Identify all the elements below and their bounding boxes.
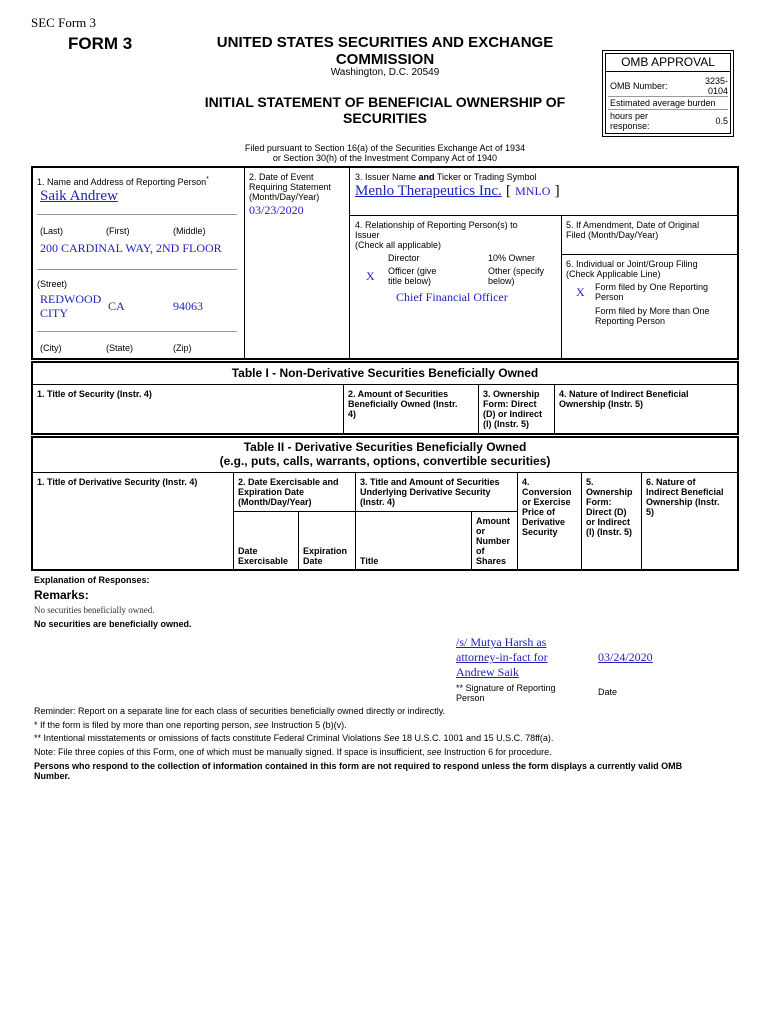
persons-notice: Persons who respond to the collection of information contained in this form are not required to respond unless the form displays a currently valid OMB Number.: [34, 761, 683, 781]
t1-col-amount: 2. Amount of Securities Beneficially Owned (Instr. 4): [348, 389, 458, 419]
one-person-label: Form filed by One Reporting Person: [595, 282, 709, 302]
t2-sub-title: Title: [360, 556, 379, 566]
state-value: CA: [108, 299, 125, 313]
t2-col-nature: 6. Nature of Indirect Beneficial Ownership (Instr. 5): [646, 477, 724, 517]
zip-value: 94063: [173, 299, 203, 313]
t2-col-underlying: 3. Title and Amount of Securities Underlying Derivative Security (Instr. 4): [360, 477, 500, 507]
note-misstatements: ** Intentional misstatements or omissions of facts constitute Federal Criminal Violations See 18 U.S.C. 1001 and 15 U.S.C. 78ff(a).: [34, 733, 554, 743]
form-title: FORM 3: [68, 34, 133, 53]
sec-form-label: SEC Form 3: [31, 15, 97, 30]
ticker-symbol: MNLO: [515, 184, 551, 198]
middle-label: (Middle): [173, 226, 206, 236]
reminder-note: Reminder: Report on a separate line for each class of securities beneficially owned directly or indirectly.: [34, 706, 446, 716]
signature-date: 03/24/2020: [598, 650, 653, 664]
issuer-line: Menlo Therapeutics Inc. [ MNLO ]: [355, 183, 560, 199]
t1-col-nature: 4. Nature of Indirect Beneficial Ownership (Instr. 5): [559, 389, 689, 409]
state-label: (State): [106, 343, 134, 353]
event-date: 03/23/2020: [249, 203, 304, 217]
box3-label: 3. Issuer Name and Ticker or Trading Symbol: [355, 172, 537, 182]
box6-label: 6. Individual or Joint/Group Filing (Check Applicable Line): [566, 259, 698, 279]
filed-pursuant: Filed pursuant to Section 16(a) of the Securities Exchange Act of 1934 or Section 30(h) of the Investment Company Act of 1940: [244, 143, 526, 163]
remark-2: No securities are beneficially owned.: [34, 619, 192, 629]
omb-title: OMB APPROVAL: [621, 55, 715, 69]
officer-check-mark[interactable]: X: [366, 269, 375, 283]
first-label: (First): [106, 226, 130, 236]
box5-label: 5. If Amendment, Date of Original Filed (Month/Day/Year): [566, 220, 700, 240]
officer-label: Officer (give title below): [388, 266, 437, 286]
date-label: Date: [598, 687, 618, 697]
t2-col-date: 2. Date Exercisable and Expiration Date (Month/Day/Year): [238, 477, 339, 507]
explanation-label: Explanation of Responses:: [34, 575, 150, 585]
remarks-label: Remarks:: [34, 588, 89, 602]
director-label: Director: [388, 253, 420, 263]
omb-number-value: 3235- 0104: [704, 76, 728, 96]
remark-1: No securities beneficially owned.: [34, 605, 155, 615]
omb-burden-label: Estimated average burden: [610, 98, 716, 108]
signature[interactable]: /s/ Mutya Harsh as attorney-in-fact for Andrew Saik: [456, 635, 548, 679]
street-label: (Street): [37, 279, 68, 289]
note-copies: Note: File three copies of this Form, one of which must be manually signed. If space is insufficient, see Instruction 6 for procedure.: [34, 747, 552, 757]
t2-col-title: 1. Title of Derivative Security (Instr. 4): [37, 477, 198, 487]
city-label: (City): [40, 343, 62, 353]
other-label: Other (specify below): [488, 266, 545, 286]
street-value: 200 CARDINAL WAY, 2ND FLOOR: [40, 241, 222, 255]
table-2-title: Table II - Derivative Securities Beneficially Owned (e.g., puts, calls, warrants, options, convertible securities): [219, 440, 551, 468]
zip-label: (Zip): [173, 343, 192, 353]
more-persons-label: Form filed by More than One Reporting Person: [595, 306, 710, 326]
statement-title: INITIAL STATEMENT OF BENEFICIAL OWNERSHIP OF SECURITIES: [204, 94, 566, 126]
one-person-check-mark[interactable]: X: [576, 285, 585, 299]
table-1-title: Table I - Non-Derivative Securities Beneficially Owned: [231, 366, 539, 380]
omb-number-label: OMB Number:: [610, 81, 668, 91]
note-multiple-persons: * If the form is filed by more than one reporting person, see Instruction 5 (b)(v).: [34, 720, 347, 730]
city-value: REDWOOD CITY: [40, 292, 102, 320]
ten-percent-owner-label: 10% Owner: [488, 253, 536, 263]
agency-name: UNITED STATES SECURITIES AND EXCHANGE COMMISSION: [216, 34, 554, 68]
box1-label: 1. Name and Address of Reporting Person*: [37, 176, 209, 187]
signature-label: ** Signature of Reporting Person: [456, 683, 556, 703]
t2-col-ownership-form: 5. Ownership Form: Direct (D) or Indirect (I) (Instr. 5): [586, 477, 633, 537]
t2-sub-date-exercisable: Date Exercisable: [238, 546, 289, 566]
omb-hours-value: 0.5: [715, 116, 728, 126]
reporting-person-name[interactable]: Saik Andrew: [40, 188, 118, 204]
agency-city: Washington, D.C. 20549: [330, 67, 440, 78]
t2-col-conversion: 4. Conversion or Exercise Price of Derivative Security: [522, 477, 572, 537]
t1-col-title: 1. Title of Security (Instr. 4): [37, 389, 152, 399]
box2-label: 2. Date of Event Requiring Statement (Month/Day/Year): [249, 172, 332, 202]
omb-hours-label: hours per response:: [610, 111, 650, 131]
box4-label: 4. Relationship of Reporting Person(s) to Issuer (Check all applicable): [355, 220, 518, 250]
officer-title: Chief Financial Officer: [396, 290, 508, 304]
issuer-name[interactable]: Menlo Therapeutics Inc.: [355, 183, 502, 199]
last-label: (Last): [40, 226, 64, 236]
t2-sub-amount: Amount or Number of Shares: [476, 516, 511, 566]
t1-col-ownership-form: 3. Ownership Form: Direct (D) or Indirect (I) (Instr. 5): [483, 389, 543, 429]
t2-sub-expiration: Expiration Date: [303, 546, 348, 566]
